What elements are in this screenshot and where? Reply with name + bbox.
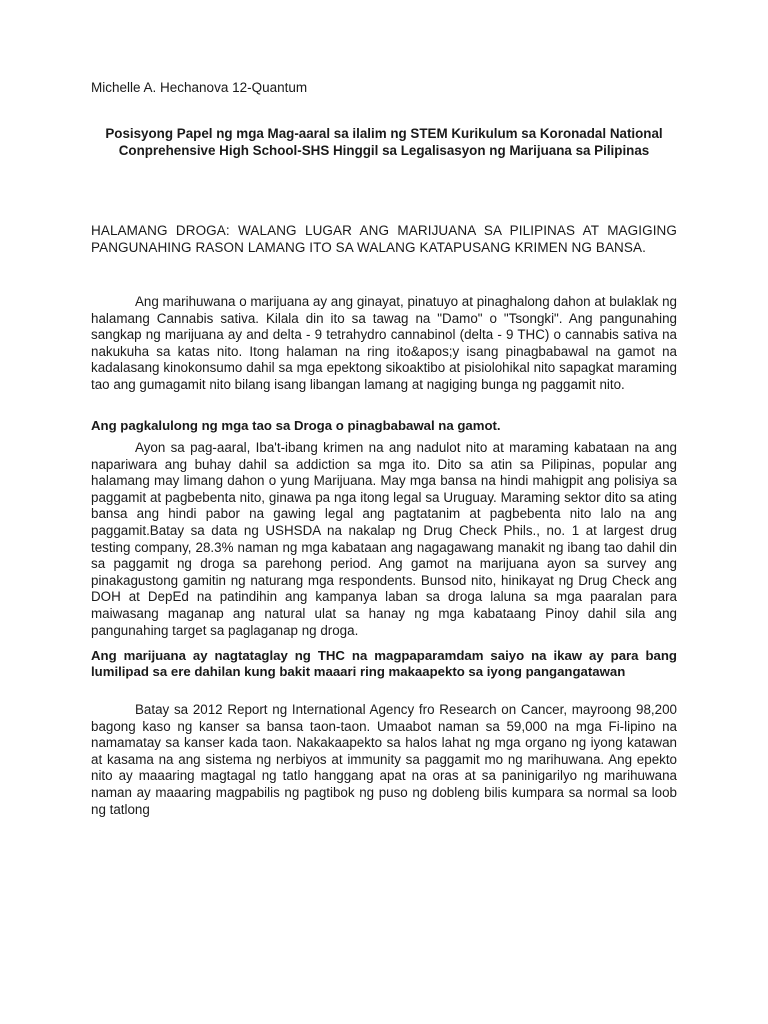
- document-title: Posisyong Papel ng mga Mag-aaral sa ilalim ng STEM Kurikulum sa Koronadal National Conprehensive High School-SHS Hinggil sa Legalisasyon ng Marijuana sa Pilipinas: [105, 126, 663, 158]
- author-line: Michelle A. Hechanova 12-Quantum: [91, 80, 308, 95]
- paragraph-addiction: Ayon sa pag-aaral, Iba't-ibang krimen na ang nadulot nito at maraming kabataan na ang napariwara ang buhay dahil sa addiction sa mga ito. Dito sa atin sa Pilipinas, popular ang halamang may limang dahon o yung Marijuana. May mga bansa na hindi mahigpit ang polisiya sa paggamit at pagbebenta nito, ginawa pa nga itong legal sa Uruguay. Maraming sektor dito sa ating bansa ang hindi pabor na gawing legal ang pagtatanim at pagbebenta nito lalo na ang paggamit.Batay sa data ng USHSDA na nakalap ng Drug Check Phils., no. 1 at largest drug testing company, 28.3% naman ng mga kabataan ang nagagawang manakit ng ibang tao dahil din sa paggamit ng droga sa parehong period. Ang gamot na marijuana ayon sa survey ang pinakagustong gamitin ng naturang mga respondents. Bunsod nito, hinikayat ng Drug Check ang DOH at DepEd na patindihin ang kampanya laban sa droga laluna sa mga paaralan para maiwasang maganap ang natural ulat sa hanay ng mga kabataang Pinoy dahil sila ang pangunahing target sa paglaganap ng droga.: [91, 440, 677, 638]
- section-heading-thc: Ang marijuana ay nagtataglay ng THC na magpaparamdam saiyo na ikaw ay para bang lumilipad sa ere dahilan kung bakit maaari ring makaapekto sa iyong pangangatawan: [91, 648, 677, 680]
- section-heading-addiction: Ang pagkalulong ng mga tao sa Droga o pinagbabawal na gamot.: [91, 418, 501, 433]
- paragraph-health: Batay sa 2012 Report ng International Agency fro Research on Cancer, mayroong 98,200 bagong kaso ng kanser sa bansa taon-taon. Umaabot naman sa 59,000 na mga Fi-lipino na namamatay sa kanser kada taon. Nakakaapekto sa halos lahat ng mga organo ng iyong katawan at kasama na ang sistema ng nerbiyos at immunity sa paggamit mo ng marihuwana. Ang epekto nito ay maaaring magtagal ng tatlo hanggang apat na oras at sa paninigarilyo ng marihuwana naman ay maaaring magpabilis ng pagtibok ng puso ng dobleng bilis kumpara sa normal sa loob ng tatlong: [91, 702, 677, 817]
- paragraph-intro: Ang marihuwana o marijuana ay ang ginayat, pinatuyo at pinaghalong dahon at bulaklak ng halamang Cannabis sativa. Kilala din ito sa tawag na "Damo" o "Tsongki". Ang pangunahing sangkap ng marijuana ay and delta - 9 tetrahydro cannabinol (delta - 9 THC) o cannabis sativa na nakukuha sa katas nito. Itong halaman na ring ito&apos;y isang pinagbabawal na gamot na kadalasang kinokonsumo dahil sa mga epektong sikoaktibo at pisiolohikal nito sapagkat maraming tao ang gumagamit nito bilang isang libangan lamang at nagiging bunga ng paggamit nito.: [91, 294, 677, 392]
- document-subtitle: HALAMANG DROGA: WALANG LUGAR ANG MARIJUANA SA PILIPINAS AT MAGIGING PANGUNAHING RASON LAMANG ITO SA WALANG KATAPUSANG KRIMEN NG BANSA.: [91, 223, 677, 255]
